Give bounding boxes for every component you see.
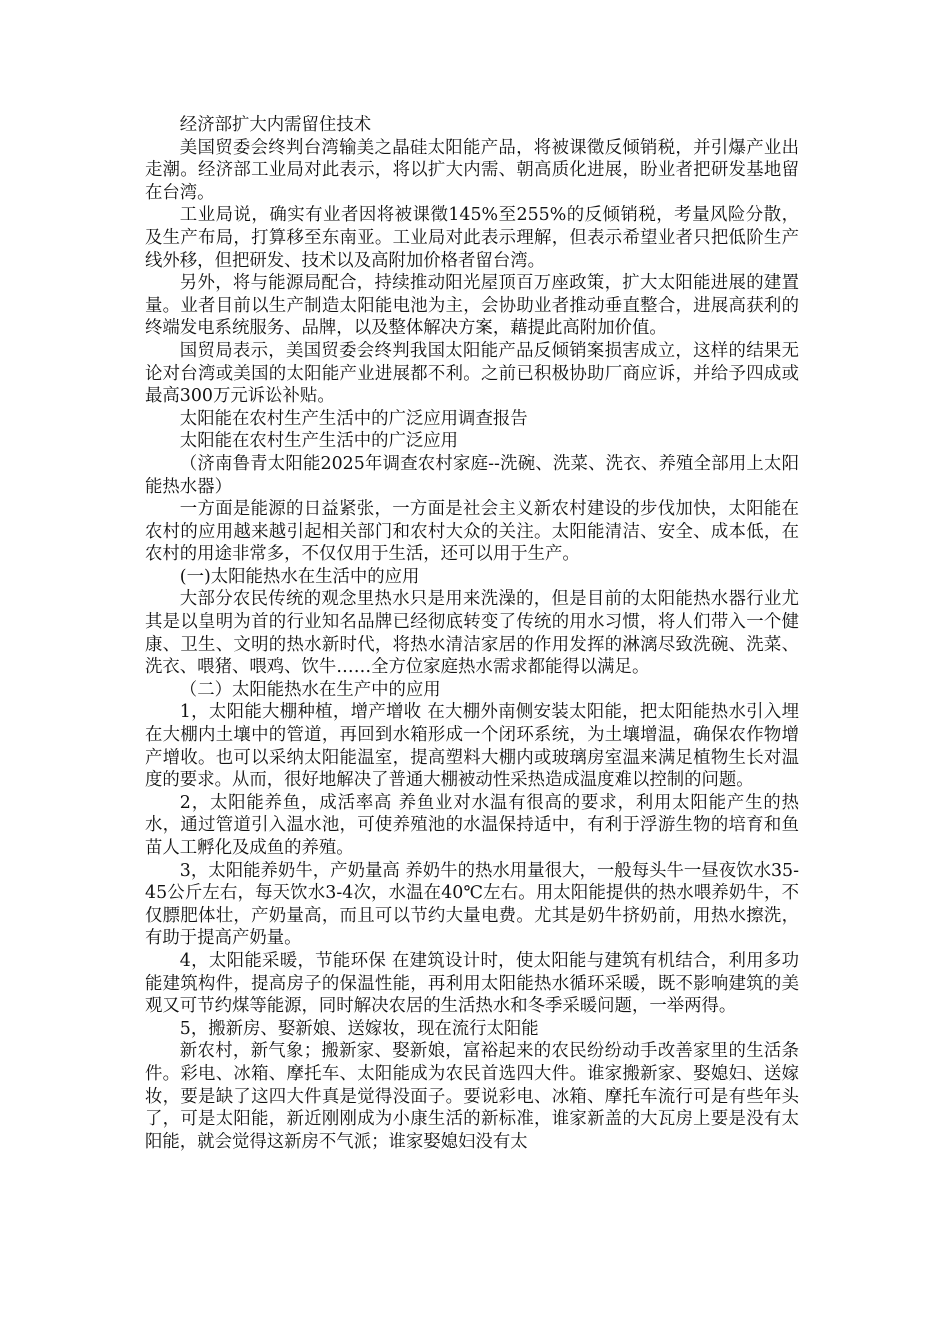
report-subtitle: 太阳能在农村生产生活中的广泛应用 [179,431,459,452]
document-body [145,114,799,1153]
paragraph: 一方面是能源的日益紧张，一方面是社会主义新农村建设的步伐加快，太阳能在农村的应用越来越引起相关部门和农村大众的关注。太阳能清洁、安全、成本低，在农村的用途非常多，不仅仅用于生活，还可以用于生产。 [145,499,799,565]
paragraph: 新农村，新气象；搬新家、娶新娘，富裕起来的农民纷纷动手改善家里的生活条件。彩电、冰箱、摩托车、太阳能成为农民首选四大件。谁家搬新家、娶媳妇、送嫁妆，要是缺了这四大件真是觉得没面子。要说彩电、冰箱、摩托车流行可是有些年头了，可是太阳能，新近刚刚成为小康生活的新标准，谁家新盖的大瓦房上要是没有太阳能，就会觉得这新房不气派；谁家娶媳妇没有太 [145,1041,799,1152]
paragraph: 国贸局表示，美国贸委会终判我国太阳能产品反倾销案损害成立，这样的结果无论对台湾或美国的太阳能产业进展都不利。之前已积极协助厂商应诉，并给予四成或最高300万元诉讼补贴。 [145,340,799,407]
part2-heading: （二）太阳能热水在生产中的应用 [179,679,441,700]
list-item: 3，太阳能养奶牛，产奶量高 养奶牛的热水用量很大，一般每头牛一昼夜饮水35-45公斤左右，每天饮水3-4次，水温在40℃左右。用太阳能提供的热水喂养奶牛，不仅膘肥体壮，产奶量高，而且可以节约大量电费。尤其是奶牛挤奶前，用热水擦洗，有助于提高产奶量。 [145,860,799,949]
list-item: 1，太阳能大棚种植，增产增收 在大棚外南侧安装太阳能，把太阳能热水引入埋在大棚内土壤中的管道，再回到水箱形成一个闭环系统，为土壤增温，确保农作物增产增收。也可以采纳太阳能温室，提高塑料大棚内或玻璃房室温来满足植物生长对温度的要求。从而，很好地解决了普通大棚被动性采热造成温度难以控制的问题。 [145,702,799,791]
paragraph: 另外，将与能源局配合，持续推动阳光屋顶百万座政策，扩大太阳能进展的建置量。业者目前以生产制造太阳能电池为主，会协助业者推动垂直整合，进展高获利的终端发电系统服务、品牌，以及整体解决方案，藉提此高附加价值。 [145,273,799,339]
list-item: 2，太阳能养鱼，成活率高 养鱼业对水温有很高的要求，利用太阳能产生的热水，通过管道引入温水池，可使养殖池的水温保持适中，有利于浮游生物的培育和鱼苗人工孵化及成鱼的养殖。 [145,792,799,858]
list-item: 4，太阳能采暖，节能环保 在建筑设计时，使太阳能与建筑有机结合，利用多功能建筑构件，提高房子的保温性能，再利用太阳能热水循环采暖，既不影响建筑的美观又可节约煤等能源，同时解决农居的生活热水和冬季采暖问题，一举两得。 [145,950,799,1017]
item5-heading: 5，搬新房、娶新娘、送嫁妆，现在流行太阳能 [179,1018,539,1039]
paragraph: 工业局说，确实有业者因将被课徵145%至255%的反倾销税，考量风险分散，及生产布局，打算移至东南亚。工业局对此表示理解，但表示希望业者只把低阶生产线外移，但把研发、技术以及高附加价格者留台湾。 [145,205,799,271]
paragraph: 美国贸委会终判台湾输美之晶硅太阳能产品，将被课徵反倾销税，并引爆产业出走潮。经济部工业局对此表示，将以扩大内需、朝高质化进展，盼业者把研发基地留在台湾。 [145,137,799,203]
section-title: 经济部扩大内需留住技术 [179,115,372,135]
report-title: 太阳能在农村生产生活中的广泛应用调查报告 [179,408,528,429]
part1-heading: (一)太阳能热水在生活中的应用 [179,566,420,587]
paragraph: 大部分农民传统的观念里热水只是用来洗澡的，但是目前的太阳能热水器行业尤其是以皇明为首的行业知名品牌已经彻底转变了传统的用水习惯，将人们带入一个健康、卫生、文明的热水新时代，将热水清洁家居的作用发挥的淋漓尽致洗碗、洗菜、洗衣、喂猪、喂鸡、饮牛……全方位家庭热水需求都能得以满足。 [145,589,799,678]
report-note: （济南鲁青太阳能2025年调查农村家庭--洗碗、洗菜、洗衣、养殖全部用上太阳能热水器） [145,453,799,497]
